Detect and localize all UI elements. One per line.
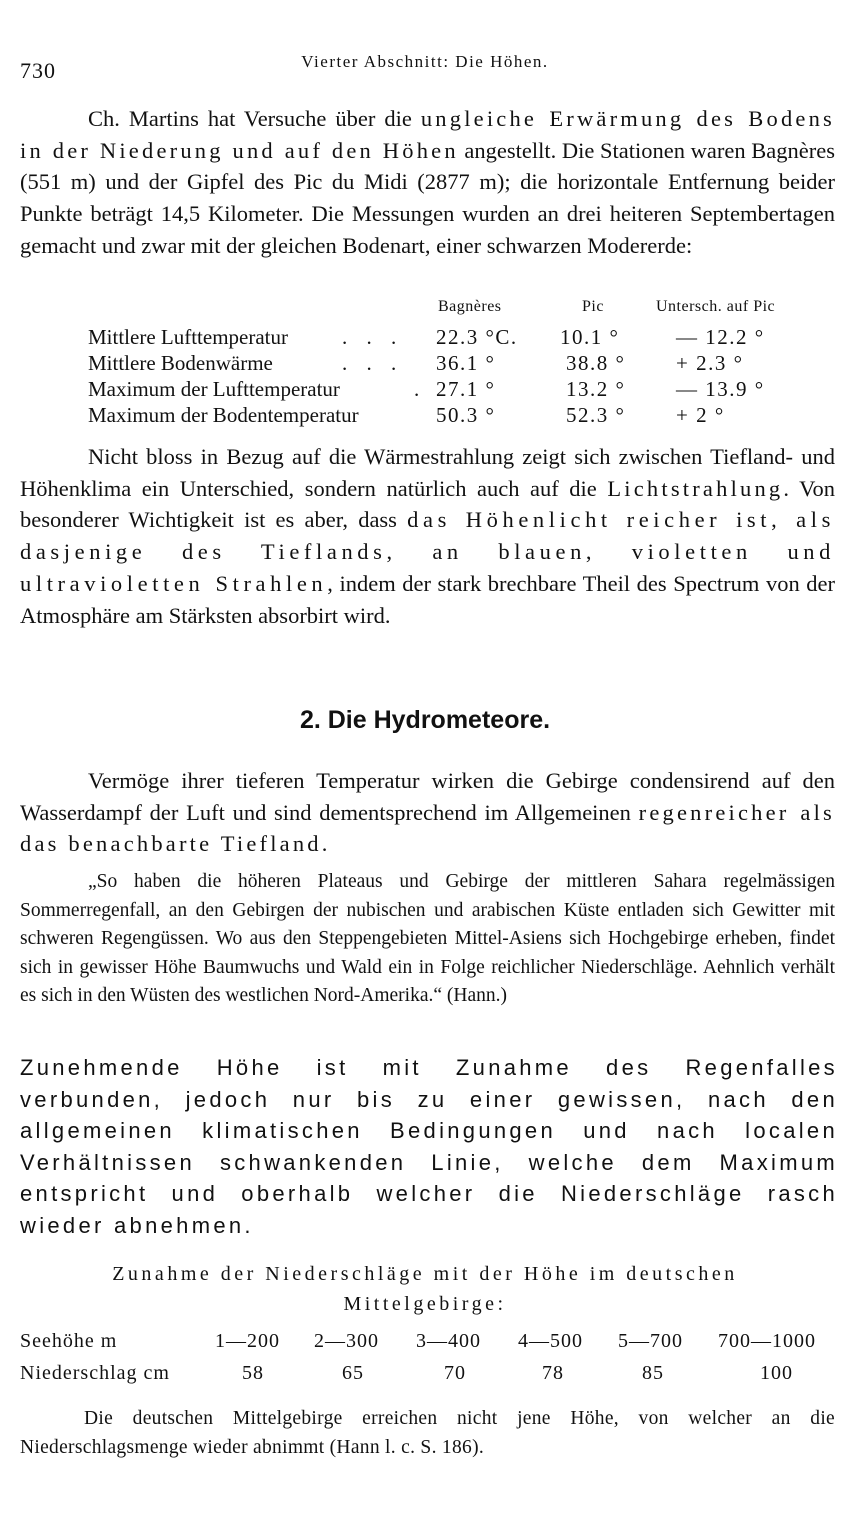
table-row [20, 1362, 840, 1392]
value-difference: + 2.3 ° [676, 351, 744, 375]
spaced-emphasis: ungleiche Erwärmung des Bodens in der Niederung und auf den Höhen [20, 106, 836, 163]
value-pic: 52.3 ° [566, 403, 626, 427]
table-cell: 5—700 [618, 1330, 683, 1352]
closing-note: Die deutschen Mittelgebirge erreichen nicht jene Höhe, von welcher an die Niederschlagsmenge wieder abnimmt (Hann l. c. S. 186). [20, 1408, 835, 1458]
value-pic: 10.1 ° [560, 325, 620, 349]
value-bagneres: 22.3 °C. [436, 325, 518, 349]
paragraph-text: . Von besonderer Wichtigkeit ist es aber, dass [20, 475, 835, 533]
spaced-emphasis: das Höhenlicht reicher ist, als dasjenige des Tieflands, an blauen, violetten und ultravioletten Strahlen [20, 507, 835, 596]
leader-dots: . [414, 377, 427, 401]
column-header-pic: Pic [582, 298, 604, 315]
paragraph-text: Vermöge ihrer tieferen Temperatur wirken die Gebirge condensirend auf den Wasserdampf der Luft und sind dementsprechend im Allgemeinen [20, 768, 835, 825]
paragraph-text: Nicht bloss in Bezug auf die Wärmestrahlung zeigt sich zwischen Tiefland- und Höhenklima ein Unterschied, sondern natürlich auch auf die [20, 444, 835, 501]
quotation-hann: „So haben die höheren Plateaus und Gebirge der mittleren Sahara regelmässigen Sommerregenfall, an den Gebirgen der nubischen und arabischen Küste entladen sich Gewitter mit schweren Regengüssen. Wo aus den Steppengebieten Mittel-Asiens sich Hochgebirge erheben, findet sich in gewisser Höhe Baumwuchs und Wald ein in Folge reichlicher Niederschläge. Aehnlich verhält es sich in den Wüsten des westlichen Nord-Amerika.“ (Hann.) [20, 871, 835, 1006]
value-bagneres: 27.1 ° [436, 377, 496, 401]
table-cell: 58 [242, 1362, 264, 1384]
paragraph-hydrometeore [20, 765, 835, 860]
spaced-emphasis: regenreicher als das benachbarte Tiefland [20, 799, 835, 857]
running-title: Vierter Abschnitt: Die Höhen. [301, 52, 549, 71]
column-header-bagneres: Bagnères [438, 298, 502, 315]
paragraph-text: angestellt. Die Stationen waren Bagnères (551 m) und der Gipfel des Pic du Midi (2877 m); die horizontale Entfernung beider Punkte beträgt 14,5 Kilometer. Die Messungen wurden an drei heiteren Septembertagen gemacht und zwar mit der gleichen Bodenart, einer schwarzen Modererde: [20, 137, 835, 258]
table-cell: 2—300 [314, 1330, 379, 1352]
row-label: Seehöhe m [20, 1330, 118, 1352]
running-head [20, 52, 830, 82]
page-number: 730 [20, 58, 56, 83]
value-pic: 13.2 ° [566, 377, 626, 401]
paragraph-text: . [321, 831, 328, 857]
section-heading: 2. Die Hydrometeore. [299, 706, 551, 734]
row-label: Mittlere Bodenwärme [88, 351, 273, 375]
leader-dots: . . . [342, 351, 404, 375]
table-cell: 100 [760, 1362, 793, 1384]
table-cell: 1—200 [215, 1330, 280, 1352]
table-row [20, 1330, 840, 1360]
table-caption-line2: Mittelgebirge: [343, 1293, 507, 1315]
value-difference: — 13.9 ° [676, 377, 765, 401]
table-cell: 700—1000 [718, 1330, 816, 1352]
row-label: Maximum der Bodentemperatur [88, 403, 359, 427]
table-cell: 65 [342, 1362, 364, 1384]
paragraph-text: Ch. Martins hat Versuche über die [88, 106, 421, 131]
table-cell: 78 [542, 1362, 564, 1384]
paragraph-text: , indem der stark brechbare Theil des Spectrum von der Atmosphäre am Stärksten absorbirt wird. [20, 570, 835, 628]
value-pic: 38.8 ° [566, 351, 626, 375]
table-caption-line1: Zunahme der Niederschläge mit der Höhe im deutschen [112, 1263, 738, 1285]
emphasized-statement: Zunehmende Höhe ist mit Zunahme des Regenfalles verbunden, jedoch nur bis zu einer gewissen, nach den allgemeinen klimatischen Bedingungen und nach localen Verhältnissen schwankenden Linie, welche dem Maximum entspricht und oberhalb welcher die Niederschläge rasch wieder abnehmen. [20, 1055, 838, 1238]
paragraph-light [20, 441, 835, 631]
table-cell: 70 [444, 1362, 466, 1384]
value-bagneres: 36.1 ° [436, 351, 496, 375]
row-label: Mittlere Lufttemperatur [88, 325, 289, 349]
value-difference: — 12.2 ° [676, 325, 765, 349]
column-header-difference: Untersch. auf Pic [656, 298, 776, 315]
row-label: Maximum der Lufttemperatur [88, 377, 340, 401]
spaced-emphasis: Lichtstrahlung [607, 475, 784, 501]
table-cell: 4—500 [518, 1330, 583, 1352]
leader-dots: . . . [342, 325, 404, 349]
paragraph-martins [20, 103, 835, 262]
value-bagneres: 50.3 ° [436, 403, 496, 427]
value-difference: + 2 ° [676, 403, 725, 427]
row-label: Niederschlag cm [20, 1362, 170, 1384]
table-row [88, 403, 818, 433]
table-cell: 3—400 [416, 1330, 481, 1352]
table-cell: 85 [642, 1362, 664, 1384]
